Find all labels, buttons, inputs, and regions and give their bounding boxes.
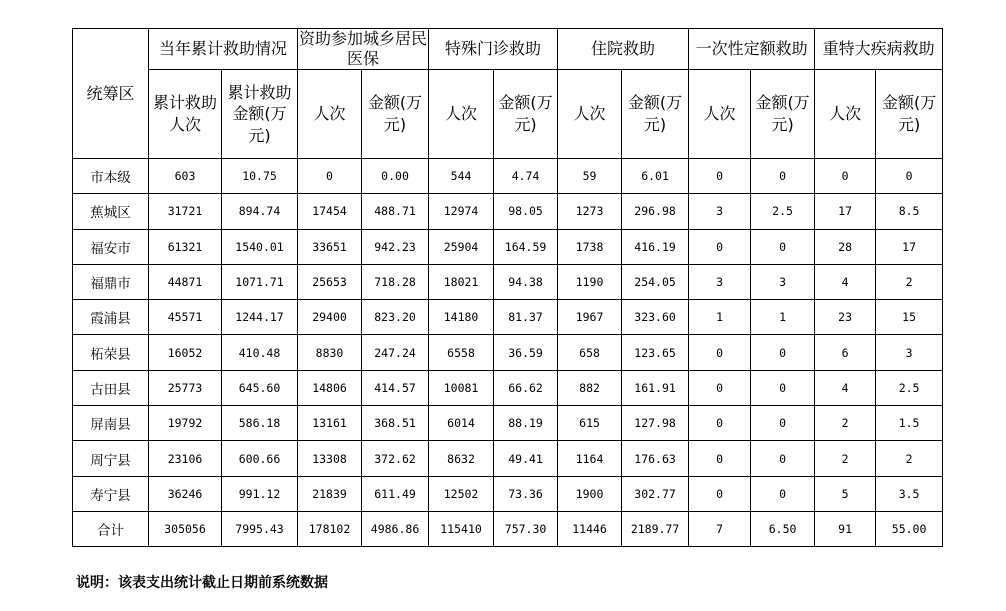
value-cell: 15 xyxy=(876,300,943,335)
subcolumn-header: 人次 xyxy=(298,70,362,159)
value-cell: 757.30 xyxy=(494,511,558,546)
region-cell: 蕉城区 xyxy=(73,194,149,229)
value-cell: 1 xyxy=(751,300,815,335)
value-cell: 0 xyxy=(689,370,751,405)
value-cell: 2 xyxy=(876,264,943,299)
subcolumn-header: 人次 xyxy=(689,70,751,159)
value-cell: 0 xyxy=(751,335,815,370)
value-cell: 94.38 xyxy=(494,264,558,299)
region-cell: 古田县 xyxy=(73,370,149,405)
value-cell: 2.5 xyxy=(876,370,943,405)
group-header: 住院救助 xyxy=(558,29,689,70)
region-cell: 柘荣县 xyxy=(73,335,149,370)
value-cell: 254.05 xyxy=(622,264,689,299)
value-cell: 45571 xyxy=(149,300,222,335)
value-cell: 44871 xyxy=(149,264,222,299)
value-cell: 2 xyxy=(815,406,876,441)
region-cell: 霞浦县 xyxy=(73,300,149,335)
value-cell: 416.19 xyxy=(622,229,689,264)
value-cell: 176.63 xyxy=(622,441,689,476)
value-cell: 0 xyxy=(751,159,815,194)
value-cell: 1164 xyxy=(558,441,622,476)
subcolumn-header: 金额(万元) xyxy=(751,70,815,159)
value-cell: 13161 xyxy=(298,406,362,441)
group-header: 当年累计救助情况 xyxy=(149,29,298,70)
value-cell: 410.48 xyxy=(222,335,298,370)
value-cell: 164.59 xyxy=(494,229,558,264)
value-cell: 3 xyxy=(689,194,751,229)
value-cell: 1 xyxy=(689,300,751,335)
value-cell: 161.91 xyxy=(622,370,689,405)
header-row-subcolumns xyxy=(73,70,943,159)
table-row xyxy=(73,511,943,546)
value-cell: 4 xyxy=(815,264,876,299)
value-cell: 123.65 xyxy=(622,335,689,370)
value-cell: 59 xyxy=(558,159,622,194)
group-header: 资助参加城乡居民医保 xyxy=(299,29,428,68)
table-row xyxy=(73,300,943,335)
value-cell: 882 xyxy=(558,370,622,405)
value-cell: 33651 xyxy=(298,229,362,264)
value-cell: 81.37 xyxy=(494,300,558,335)
footnote: 说明：该表支出统计截止日期前系统数据 xyxy=(76,575,328,591)
table-row xyxy=(73,264,943,299)
value-cell: 368.51 xyxy=(362,406,429,441)
value-cell: 645.60 xyxy=(222,370,298,405)
region-cell: 福鼎市 xyxy=(73,264,149,299)
value-cell: 2 xyxy=(876,441,943,476)
value-cell: 1900 xyxy=(558,476,622,511)
value-cell: 1967 xyxy=(558,300,622,335)
value-cell: 718.28 xyxy=(362,264,429,299)
value-cell: 115410 xyxy=(429,511,494,546)
value-cell: 372.62 xyxy=(362,441,429,476)
table-row xyxy=(73,335,943,370)
subcolumn-header: 人次 xyxy=(815,70,876,159)
region-cell: 福安市 xyxy=(73,229,149,264)
value-cell: 586.18 xyxy=(222,406,298,441)
value-cell: 0 xyxy=(689,476,751,511)
value-cell: 6.50 xyxy=(751,511,815,546)
value-cell: 31721 xyxy=(149,194,222,229)
subcolumn-header: 人次 xyxy=(429,70,494,159)
value-cell: 414.57 xyxy=(362,370,429,405)
value-cell: 25773 xyxy=(149,370,222,405)
value-cell: 8632 xyxy=(429,441,494,476)
table-row xyxy=(73,476,943,511)
value-cell: 302.77 xyxy=(622,476,689,511)
value-cell: 127.98 xyxy=(622,406,689,441)
region-header: 统筹区 xyxy=(73,29,149,159)
value-cell: 10.75 xyxy=(222,159,298,194)
value-cell: 16052 xyxy=(149,335,222,370)
value-cell: 55.00 xyxy=(876,511,943,546)
value-cell: 66.62 xyxy=(494,370,558,405)
value-cell: 98.05 xyxy=(494,194,558,229)
value-cell: 17454 xyxy=(298,194,362,229)
value-cell: 991.12 xyxy=(222,476,298,511)
value-cell: 1190 xyxy=(558,264,622,299)
value-cell: 0 xyxy=(751,370,815,405)
value-cell: 19792 xyxy=(149,406,222,441)
value-cell: 0 xyxy=(751,441,815,476)
value-cell: 603 xyxy=(149,159,222,194)
value-cell: 21839 xyxy=(298,476,362,511)
value-cell: 7 xyxy=(689,511,751,546)
table-row xyxy=(73,194,943,229)
value-cell: 18021 xyxy=(429,264,494,299)
value-cell: 1244.17 xyxy=(222,300,298,335)
value-cell: 3 xyxy=(876,335,943,370)
subcolumn-header: 累计救助人次 xyxy=(149,70,222,159)
value-cell: 615 xyxy=(558,406,622,441)
value-cell: 1071.71 xyxy=(222,264,298,299)
value-cell: 305056 xyxy=(149,511,222,546)
value-cell: 658 xyxy=(558,335,622,370)
value-cell: 0 xyxy=(751,229,815,264)
value-cell: 4 xyxy=(815,370,876,405)
value-cell: 23106 xyxy=(149,441,222,476)
value-cell: 247.24 xyxy=(362,335,429,370)
value-cell: 73.36 xyxy=(494,476,558,511)
group-header: 重特大疾病救助 xyxy=(815,29,943,70)
value-cell: 323.60 xyxy=(622,300,689,335)
value-cell: 4.74 xyxy=(494,159,558,194)
value-cell: 1.5 xyxy=(876,406,943,441)
table-row xyxy=(73,406,943,441)
value-cell: 0 xyxy=(815,159,876,194)
value-cell: 14180 xyxy=(429,300,494,335)
value-cell: 1738 xyxy=(558,229,622,264)
value-cell: 0 xyxy=(876,159,943,194)
value-cell: 0 xyxy=(689,229,751,264)
value-cell: 25904 xyxy=(429,229,494,264)
value-cell: 2.5 xyxy=(751,194,815,229)
value-cell: 8830 xyxy=(298,335,362,370)
value-cell: 3 xyxy=(751,264,815,299)
value-cell: 5 xyxy=(815,476,876,511)
relief-statistics-table xyxy=(72,28,943,547)
group-header: 一次性定额救助 xyxy=(689,29,815,70)
value-cell: 0 xyxy=(298,159,362,194)
value-cell: 6 xyxy=(815,335,876,370)
value-cell: 88.19 xyxy=(494,406,558,441)
value-cell: 0 xyxy=(689,441,751,476)
value-cell: 6558 xyxy=(429,335,494,370)
value-cell: 0.00 xyxy=(362,159,429,194)
value-cell: 29400 xyxy=(298,300,362,335)
subcolumn-header: 人次 xyxy=(558,70,622,159)
value-cell: 3.5 xyxy=(876,476,943,511)
value-cell: 17 xyxy=(815,194,876,229)
subcolumn-header: 金额(万元) xyxy=(876,70,943,159)
value-cell: 13308 xyxy=(298,441,362,476)
table-row xyxy=(73,370,943,405)
value-cell: 4986.86 xyxy=(362,511,429,546)
subcolumn-header: 金额(万元) xyxy=(362,70,429,159)
value-cell: 23 xyxy=(815,300,876,335)
value-cell: 61321 xyxy=(149,229,222,264)
table-row xyxy=(73,229,943,264)
table-row xyxy=(73,159,943,194)
value-cell: 49.41 xyxy=(494,441,558,476)
value-cell: 2189.77 xyxy=(622,511,689,546)
region-cell: 寿宁县 xyxy=(73,476,149,511)
value-cell: 544 xyxy=(429,159,494,194)
header-row-groups xyxy=(73,29,943,70)
value-cell: 823.20 xyxy=(362,300,429,335)
group-header: 特殊门诊救助 xyxy=(429,29,558,70)
value-cell: 36.59 xyxy=(494,335,558,370)
value-cell: 488.71 xyxy=(362,194,429,229)
value-cell: 17 xyxy=(876,229,943,264)
value-cell: 25653 xyxy=(298,264,362,299)
value-cell: 0 xyxy=(689,335,751,370)
value-cell: 942.23 xyxy=(362,229,429,264)
subcolumn-header: 金额(万元) xyxy=(622,70,689,159)
value-cell: 2 xyxy=(815,441,876,476)
value-cell: 6.01 xyxy=(622,159,689,194)
subcolumn-header: 金额(万元) xyxy=(494,70,558,159)
subcolumn-header: 累计救助金额(万元) xyxy=(222,70,298,159)
value-cell: 894.74 xyxy=(222,194,298,229)
value-cell: 0 xyxy=(751,476,815,511)
value-cell: 6014 xyxy=(429,406,494,441)
region-cell: 周宁县 xyxy=(73,441,149,476)
region-cell: 市本级 xyxy=(73,159,149,194)
value-cell: 1540.01 xyxy=(222,229,298,264)
value-cell: 0 xyxy=(689,406,751,441)
value-cell: 12974 xyxy=(429,194,494,229)
value-cell: 178102 xyxy=(298,511,362,546)
value-cell: 28 xyxy=(815,229,876,264)
table-row xyxy=(73,441,943,476)
value-cell: 12502 xyxy=(429,476,494,511)
value-cell: 10081 xyxy=(429,370,494,405)
value-cell: 600.66 xyxy=(222,441,298,476)
value-cell: 3 xyxy=(689,264,751,299)
value-cell: 91 xyxy=(815,511,876,546)
value-cell: 1273 xyxy=(558,194,622,229)
value-cell: 36246 xyxy=(149,476,222,511)
value-cell: 7995.43 xyxy=(222,511,298,546)
value-cell: 0 xyxy=(689,159,751,194)
value-cell: 8.5 xyxy=(876,194,943,229)
region-cell: 合计 xyxy=(73,511,149,546)
value-cell: 0 xyxy=(751,406,815,441)
value-cell: 11446 xyxy=(558,511,622,546)
value-cell: 14806 xyxy=(298,370,362,405)
value-cell: 296.98 xyxy=(622,194,689,229)
region-cell: 屏南县 xyxy=(73,406,149,441)
value-cell: 611.49 xyxy=(362,476,429,511)
